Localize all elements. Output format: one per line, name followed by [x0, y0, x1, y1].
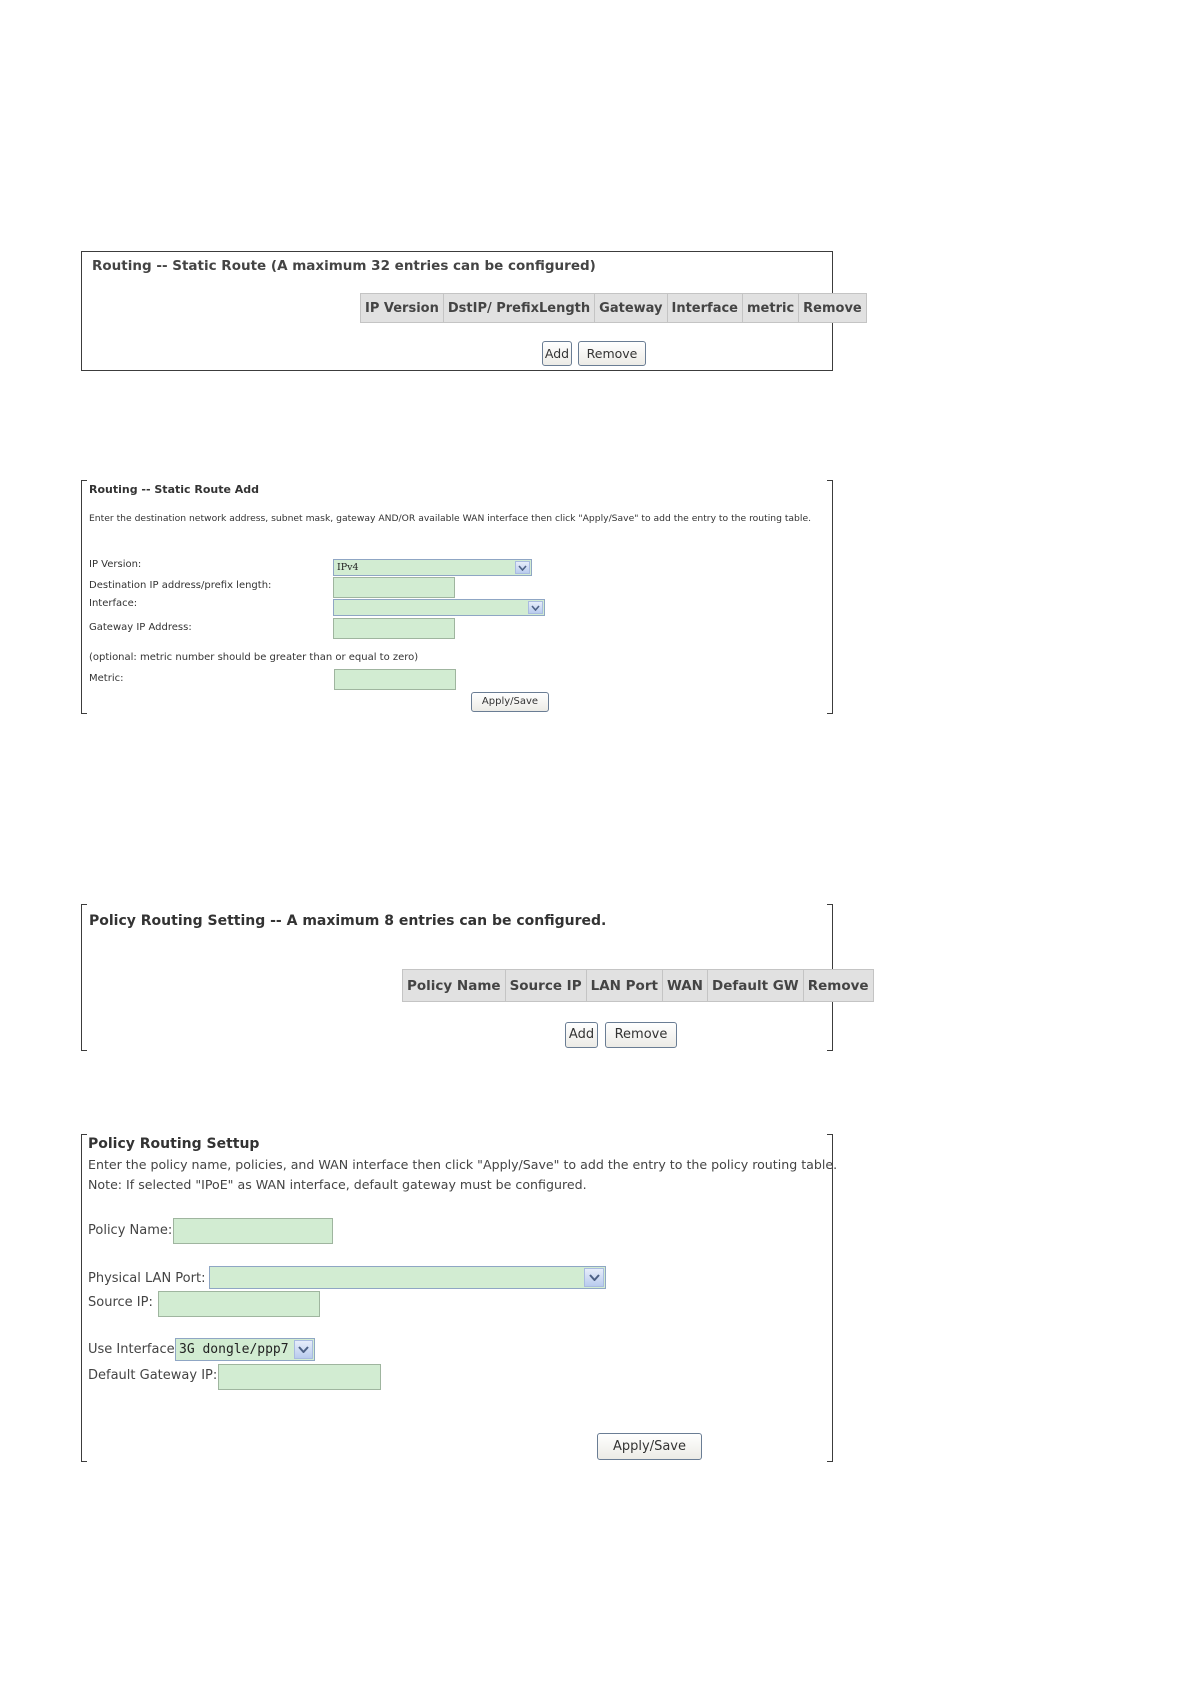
source-ip-label: Source IP:: [88, 1295, 153, 1310]
metric-label: Metric:: [89, 673, 124, 684]
policy-name-input[interactable]: [173, 1218, 333, 1244]
interface-select[interactable]: [333, 599, 545, 616]
use-interface-label: Use Interface: [88, 1342, 175, 1357]
remove-button[interactable]: Remove: [578, 341, 646, 366]
chevron-down-icon: [515, 561, 530, 574]
static-route-add-title: Routing -- Static Route Add: [89, 483, 260, 496]
add-button[interactable]: Add: [542, 341, 572, 366]
policy-routing-table: [402, 969, 874, 1002]
ip-version-value: IPv4: [337, 562, 359, 573]
static-route-table: [360, 293, 867, 323]
static-route-panel: [81, 251, 862, 371]
column-source-ip: Source IP: [505, 970, 586, 1002]
gateway-input[interactable]: [333, 618, 455, 639]
apply-save-button[interactable]: Apply/Save: [471, 692, 549, 712]
add-button[interactable]: Add: [565, 1022, 598, 1048]
metric-input[interactable]: [334, 669, 456, 690]
column-remove: Remove: [803, 970, 873, 1002]
apply-save-button[interactable]: Apply/Save: [597, 1433, 702, 1460]
policy-routing-title: Policy Routing Setting -- A maximum 8 entries can be configured.: [89, 913, 607, 929]
column-lan-port: LAN Port: [586, 970, 662, 1002]
column-metric: metric: [743, 294, 799, 323]
column-wan: WAN: [662, 970, 707, 1002]
ip-version-select[interactable]: [333, 559, 532, 576]
metric-note: (optional: metric number should be greater than or equal to zero): [89, 652, 419, 663]
use-interface-select[interactable]: [175, 1338, 315, 1361]
column-interface: Interface: [667, 294, 743, 323]
policy-setup-title: Policy Routing Settup: [88, 1136, 260, 1152]
ip-version-label: IP Version:: [89, 559, 142, 570]
default-gateway-label: Default Gateway IP:: [88, 1368, 218, 1383]
policy-setup-note: Note: If selected "IPoE" as WAN interface, default gateway must be configured.: [88, 1177, 587, 1192]
lan-port-select[interactable]: [209, 1266, 606, 1289]
remove-button[interactable]: Remove: [605, 1022, 677, 1048]
policy-setup-description: Enter the policy name, policies, and WAN interface then click "Apply/Save" to add the entry to the policy routing table.: [88, 1157, 838, 1172]
policy-setup-panel: [81, 1134, 838, 1462]
static-route-title: Routing -- Static Route (A maximum 32 entries can be configured): [92, 258, 596, 274]
column-remove: Remove: [799, 294, 867, 323]
table-header-row: [403, 970, 874, 1002]
destination-input[interactable]: [333, 577, 455, 598]
policy-routing-panel: [81, 904, 869, 1051]
column-policy-name: Policy Name: [403, 970, 506, 1002]
column-default-gw: Default GW: [707, 970, 803, 1002]
gateway-label: Gateway IP Address:: [89, 622, 192, 633]
interface-label: Interface:: [89, 598, 138, 609]
source-ip-input[interactable]: [158, 1291, 320, 1317]
policy-name-label: Policy Name:: [88, 1223, 173, 1238]
destination-label: Destination IP address/prefix length:: [89, 580, 272, 591]
use-interface-value: 3G dongle/ppp7: [179, 1342, 289, 1357]
column-dstip-prefix: DstIP/ PrefixLength: [443, 294, 594, 323]
static-route-add-description: Enter the destination network address, subnet mask, gateway AND/OR available WAN interface then click "Apply/Save" to add the entry to the routing table.: [89, 513, 812, 524]
column-ip-version: IP Version: [361, 294, 444, 323]
chevron-down-icon: [294, 1340, 313, 1359]
default-gateway-input[interactable]: [218, 1364, 381, 1390]
table-header-row: [361, 294, 867, 323]
chevron-down-icon: [528, 601, 543, 614]
column-gateway: Gateway: [595, 294, 667, 323]
chevron-down-icon: [584, 1268, 604, 1287]
static-route-add-panel: [81, 480, 833, 714]
lan-port-label: Physical LAN Port:: [88, 1271, 206, 1286]
